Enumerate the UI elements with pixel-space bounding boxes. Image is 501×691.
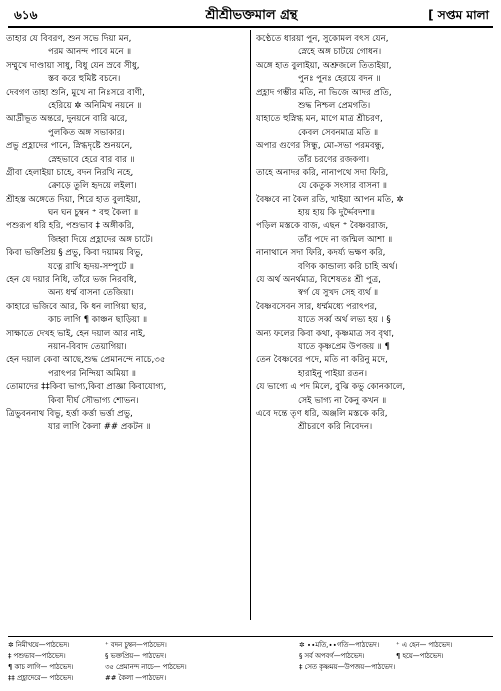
right-verse-line: বণিক কান্ডাল্য করি চাহি অর্থ।: [298, 261, 398, 272]
left-verse-line: ক্রোড়ে তুলি হৃদয়ে লইলা।: [48, 181, 137, 192]
right-verse-line: শুদ্ধ নিশ্চল প্রেমগতি।: [298, 100, 371, 111]
footnote-entry: [299, 673, 396, 684]
footnote-entry: ‡‡ প্রহ্লাদেরে— পাঠভেদ।: [8, 674, 74, 682]
footnote-row: [8, 673, 493, 684]
right-verse-line: বৈষ্ণবে না কৈল রতি, খাইয়া আপন মতি, ✲: [256, 194, 404, 205]
left-verse-line: দেবগণ তাহা শুনি, মুখে না নিঃসরে বাণী,: [6, 87, 145, 98]
left-verse-line: নয়ান-বিবাদ তেয়াগিয়া।: [48, 341, 127, 352]
right-verse-line: তাঁর পদে না জন্মিল আশা ॥: [298, 234, 393, 245]
right-verse-line: নানাথানে সদা ফিরি, কদর্য্য ভক্ষণ করি,: [256, 248, 386, 259]
left-verse-line: হেন যে দয়ার নিধি, তাঁরে ভজ নিরবধি,: [6, 275, 137, 286]
right-verse-line: বৈষ্ণবসেবন সার, ধর্ম্মমধ্যে পরাৎপর,: [256, 301, 378, 312]
right-verse-line: যে ভাগ্যে এ পদ মিলে, বুঝি কভু কোনকালে,: [256, 382, 406, 393]
left-verse-line: ত্রিভুবননাথ বিভু, হর্ত্তা কর্ত্তা ভর্ত্তা প্রভু,: [6, 408, 133, 419]
left-verse-line: তাহার যে বিবরণ, শুন সভে দিয়া মন,: [6, 34, 132, 44]
footnote-row: [8, 640, 493, 651]
right-verse-line: যাতে সর্ব্ব অর্থ লভ্য হয় । §: [298, 315, 391, 326]
left-verse-line: হেন দয়াল কেবা আছে,শুদ্ধ প্রেমানন্দে নাচে,৩৫: [6, 355, 166, 366]
right-verse-line: যে কেতুক সংসার বাসনা ॥: [298, 181, 388, 192]
left-verse-line: আর্দ্রীভূত অন্তরে, দুনয়নে বারি ঝরে,: [6, 114, 128, 125]
footnote-rule: [8, 636, 493, 637]
right-verse-line: অপার গুণের সিন্ধু, মো-সভা পরমবন্ধু,: [256, 141, 385, 152]
footnote-entry: [396, 673, 493, 684]
right-verse-line: স্নেহে অঙ্গ চাটয়ে গোধন।: [298, 47, 382, 58]
right-verse-line: যাহাতে হুস্নিগ্ধ মন, মাগে মাত্র শ্রীচরণ,: [256, 114, 383, 125]
right-verse-line: প্রহ্লাদ গম্ভীর মতি, না ভিজে আদর প্রতি,: [256, 87, 392, 98]
left-verse-line: প্রভু প্রহ্লাদের পানে, স্নিগ্ধদৃষ্টে শুনয়নে,: [6, 141, 133, 152]
right-verse-line: শ্রীচরণে করি নিবেদন।: [298, 422, 373, 433]
left-verse-line: সাক্ষাতে দেখহ ভাই, হেন দয়াল আর নাই,: [6, 328, 146, 339]
column-divider: [250, 30, 251, 620]
left-verse-line: যার লাগি কৈলা ## প্রকটন ॥: [48, 422, 151, 433]
right-verse-line: যাতে কৃষ্ণপ্রেম উপজয় ॥ ¶: [298, 341, 390, 352]
footnote-row: [8, 662, 493, 673]
footnote-row: [8, 651, 493, 662]
right-verse-line: অন্য ফলের কিবা কথা, কৃষ্ণমাত্র সব বৃথা,: [256, 328, 394, 339]
left-verse-line: পরাৎপর নিন্দিয়া অমিয়া ॥: [48, 368, 136, 379]
right-verse-line: পড়িল মস্তকে বাজ, এছন ⁺ বৈষ্ণবরাজ,: [256, 221, 389, 232]
left-verse-line: পশুরূপ ধরি হরি, পশুভাব ‡ অঙ্গীকরি,: [6, 221, 135, 232]
left-verse-line: পরম আনন্দ পাবে মনে ॥: [48, 47, 132, 58]
right-verse-line: স্বর্গ যে সুখদ সেহ ব্যর্থ ॥: [298, 288, 379, 299]
page-header: [10, 5, 493, 25]
footnote-entry: ✲ নিমীখয়ে—পাঠভেদ।: [8, 641, 70, 649]
left-verse-line: যত্নে রাখি হৃদয়-সম্পুটে ॥: [48, 261, 134, 272]
footnote-entry: § সর্ব অপবর্গ—পাঠভেদ।: [299, 652, 365, 660]
footnote-entry: ⁺ এ হেন— পাঠভেদ।: [396, 641, 453, 649]
left-verse-line: হেরিয়ে ✲ অনিমিখ নয়নে ॥: [48, 100, 142, 111]
left-verse-line: অন্য ধর্ম্ম বাসনা তেজিয়া।: [48, 288, 134, 299]
left-verse-line: ঘন ঘন চুম্বন ⁺ বহু কৈলা ॥: [48, 208, 139, 219]
footnote-entry: ## কৈলা —পাঠভেদ।: [105, 674, 167, 682]
right-verse-line: হায় হায় কি দুর্দ্দৈবদশা॥: [298, 208, 376, 219]
left-verse-line: কিবা ভক্তিপ্রিয় § প্রভু, কিবা দয়াময় বিভু,: [6, 248, 144, 259]
left-verse-line: কাহারে ভজিবে আর, কি ধন লাগিয়া ছার,: [6, 301, 147, 312]
footnote-entry: [202, 673, 299, 684]
right-verse-line: সেই ভাগ্য না কৈনু কখন ॥: [298, 395, 387, 406]
header-rule: [8, 26, 493, 28]
left-verse-line: স্তব করে হুমিষ্ট বচনে।: [48, 74, 121, 85]
right-verse-line: হারাইনু পাইয়া রতন।: [298, 368, 368, 379]
right-verse-line: এবে দন্তে তৃণ ধরি, অঞ্জলি মস্তকে করি,: [256, 408, 388, 419]
right-column: [256, 33, 496, 435]
right-verse-line: তাহে অনাদর করি, নানাপথে সদা ফিরি,: [256, 167, 389, 178]
section-label: [ সপ্তম মালা: [428, 8, 489, 22]
footnote-entry: ¶ হয়ে—পাঠভেদ।: [396, 652, 444, 660]
left-verse-line: জিহ্বা দিয়ে প্রহ্লাদের অঙ্গ চাটে।: [48, 234, 153, 245]
right-verse-line: পুনঃ পুনঃ হেরয়ে বদন ॥: [298, 74, 381, 85]
right-verse-line: তেন বৈষ্ণবের পদে, মতি না করিনু মদে,: [256, 355, 388, 366]
footnote-entry: ‡ সেত কৃষ্ণময়—উপজয়—পাঠভেদ।: [299, 663, 396, 671]
footnotes: [8, 640, 493, 684]
footnote-entry: [202, 640, 299, 651]
footnote-entry: § ভক্তপ্রিয়— পাঠভেদ।: [105, 652, 167, 660]
footnote-entry: [202, 651, 299, 662]
page-number: ৬১৬: [14, 8, 38, 22]
footnote-entry: [396, 662, 493, 673]
left-verse-line: শ্রীহস্ত অঙ্গেতে দিয়া, শিরে হাত বুলাইয়া,: [6, 194, 141, 205]
footnote-entry: [202, 662, 299, 673]
footnote-entry: ¶ কাচ লাগি— পাঠভেদ।: [8, 663, 74, 671]
left-verse-line: স্নেহভাবে হেরে বার বার ॥: [48, 154, 135, 165]
left-verse-line: কাচ লাগি ¶ কাঞ্চন ছাড়িয়া ॥: [48, 315, 148, 326]
right-verse-line: অঙ্গে হাত বুলাইয়া, অশ্রুজলে তিতাইয়া,: [256, 60, 392, 71]
right-verse-line: কণ্ঠেতে ধারয়া পুন, সুকোমল বৎস যেন,: [256, 34, 389, 44]
left-verse-line: পুলকিত অঙ্গ সভাকার।: [48, 127, 125, 138]
left-verse-line: কিবা দীর্ঘ সৌভাগ্য শোভন।: [48, 395, 139, 406]
left-column: [6, 33, 246, 435]
right-verse-line: তাঁর চরণের রজকণা।: [298, 154, 370, 165]
footnote-entry: ⁺ বদন চুম্বন—পাঠভেদ।: [105, 641, 167, 649]
left-verse-line: সম্মুখে দাণ্ডায়া সাধু, বিধু যেন স্রবে সীধু,: [6, 60, 140, 71]
footnote-entry: ✲ ∙∙মতি,∙∙গতি—পাঠভেদ।: [299, 641, 380, 649]
left-verse-line: তোমাদের ‡‡কিবা ভাগ্য,কিবা প্রাজ্ঞা কিবাযোগ্য,: [6, 382, 167, 393]
left-verse-line: গ্রীবা হেলাইয়া চাহে, বদন নিরখি নহে,: [6, 167, 134, 178]
right-verse-line: কেবল সেবনমাত্র মতি ॥: [298, 127, 379, 138]
running-title: শ্রীশ্রীভক্তমাল গ্রন্থ: [205, 8, 298, 23]
right-verse-line: যে অর্থ অনর্থমাত্র, বিশেষতঃ শ্রী পুত্র,: [256, 275, 381, 286]
footnote-entry: ‡ পশুভাব—পাঠভেদ।: [8, 652, 66, 660]
footnote-entry: ৩৫ প্রেমানন্দ নাচে— পাঠভেদ।: [105, 663, 187, 671]
